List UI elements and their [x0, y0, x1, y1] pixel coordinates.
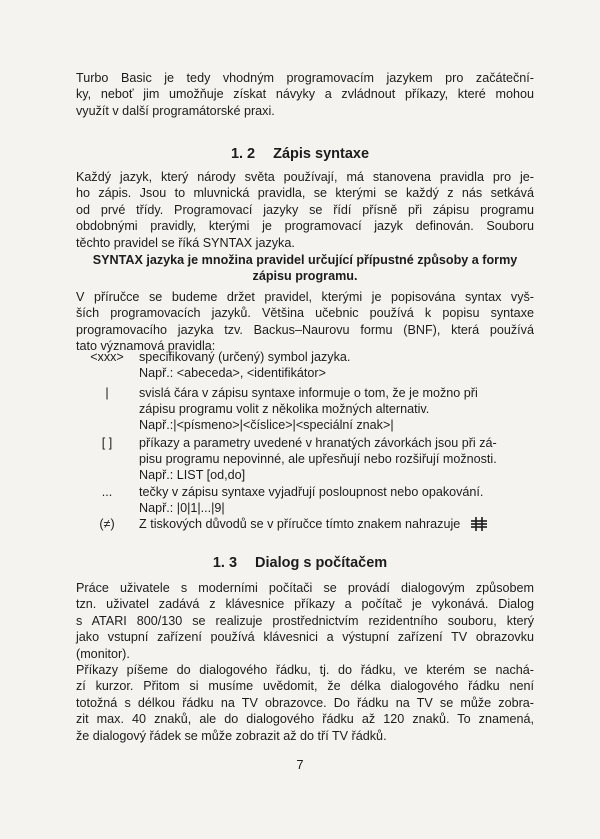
- text-line: programovacího jazyka tzv. Backus–Naurovu formu (BNF), která používá: [76, 322, 534, 337]
- rule-text: Např.: LIST [od,do]: [139, 468, 246, 483]
- rule-text: Např.: |0|1|...|9|: [139, 501, 225, 516]
- text-line: Turbo Basic je tedy vhodným programovacím jazykem pro začáteční-: [76, 71, 534, 85]
- rule-text: tečky v zápisu syntaxe vyjadřují posloupnost nebo opakování.: [139, 485, 484, 499]
- text-line: tzn. uživatel zadává z klávesnice příkazy a počítač je vykonává. Dialog: [76, 597, 534, 612]
- text-line: Práce uživatele s moderními počítači se provádí dialogovým způsobem: [76, 581, 534, 595]
- text-line: těchto pravidel se říká SYNTAX jazyka.: [76, 235, 295, 250]
- syntax-paragraph: [76, 169, 534, 251]
- rule-text: specifikovaný (určený) symbol jazyka.: [139, 350, 351, 364]
- text-line: zí kurzor. Přitom si musíme uvědomit, že délka dialogového řádku není: [76, 679, 534, 694]
- bnf-paragraph: [76, 289, 534, 355]
- rule-text: svislá čára v zápisu syntaxe informuje o tom, že je možno při: [139, 386, 478, 400]
- text-line: ších programovacích jazyků. Většina učebnic používá k popisu syntaxe: [76, 306, 534, 321]
- rule-text: pisu programu nepovinné, ale upřesňují nebo rozšiřují možnosti.: [139, 452, 497, 467]
- not-equal-hash-icon: [470, 516, 488, 532]
- text-line: ky, neboť jim umožňuje získat návyky a zvládnout příkazy, které mohou: [76, 87, 534, 102]
- rule-text: Z tiskových důvodů se v příručce tímto znakem nahrazuje: [139, 517, 461, 531]
- syntax-definition: [76, 253, 534, 285]
- text-line: tato významová pravidla:: [76, 339, 216, 354]
- text-line: zápisu programu.: [252, 268, 358, 283]
- text-line: SYNTAX jazyka je množina pravidel určující přípustné způsoby a formy: [92, 253, 518, 267]
- rule-text: Např.: <abeceda>, <identifikátor>: [139, 366, 326, 381]
- text-line: jako vstupní zařízení používá klávesnici a výstupní zařízení TV obrazovku: [76, 630, 534, 645]
- dialog-paragraph: [76, 580, 534, 662]
- dialog-row-paragraph: [76, 662, 534, 744]
- section-heading-1-3: [0, 555, 600, 571]
- section-number: 1. 3: [212, 555, 238, 571]
- text-line: ho zápis. Jsou to mluvnická pravidla, se kterými se každý z nás setkává: [76, 186, 534, 201]
- rule-symbol: [ ]: [101, 436, 113, 450]
- rule-symbol: <xxx>: [90, 350, 124, 364]
- text-line: totožná s délkou řádku na TV obrazovce. Do řádku na TV se může zobra-: [76, 695, 534, 710]
- text-line: Příkazy píšeme do dialogového řádku, tj. do řádku, ve kterém se nachá-: [76, 663, 534, 677]
- text-line: Každý jazyk, který národy světa používají, má stanovena pravidla pro je-: [76, 170, 534, 184]
- rule-symbol: |: [105, 386, 109, 400]
- text-line: obdobnými pravidly, kterými je programovací jazyk definován. Souboru: [76, 219, 534, 234]
- section-number: 1. 2: [230, 146, 256, 162]
- text-line: využít v další programátorské praxi.: [76, 103, 275, 118]
- rule-text: zápisu programu volit z několika možných alternativ.: [139, 402, 430, 417]
- text-line: že dialogový řádek se může zobrazit až do tří TV řádků.: [76, 728, 387, 743]
- text-line: (monitor).: [76, 646, 130, 661]
- page-number: 7: [296, 757, 304, 772]
- rule-text: příkazy a parametry uvedené v hranatých závorkách jsou při zá-: [139, 436, 497, 450]
- rule-symbol: ...: [101, 485, 113, 499]
- section-title: Dialog s počítačem: [255, 555, 388, 571]
- text-line: s ATARI 800/130 se realizuje prostřednictvím rezidentního souboru, který: [76, 613, 534, 628]
- text-line: V příručce se budeme držet pravidel, kterými je popisována syntax vyš-: [76, 290, 534, 304]
- text-line: zit max. 40 znaků, ale do dialogového řádku až 120 znaků. To znamená,: [76, 712, 534, 727]
- rule-symbol: (≠): [99, 517, 115, 531]
- section-title: Zápis syntaxe: [273, 146, 370, 162]
- intro-paragraph: [76, 70, 534, 119]
- section-heading-1-2: [0, 146, 600, 162]
- rule-text: Např.:|<písmeno>|<číslice>|<speciální znak>|: [139, 418, 394, 433]
- text-line: od prvé třídy. Programovací jazyky se řídí přísně při zápisu programu: [76, 202, 534, 217]
